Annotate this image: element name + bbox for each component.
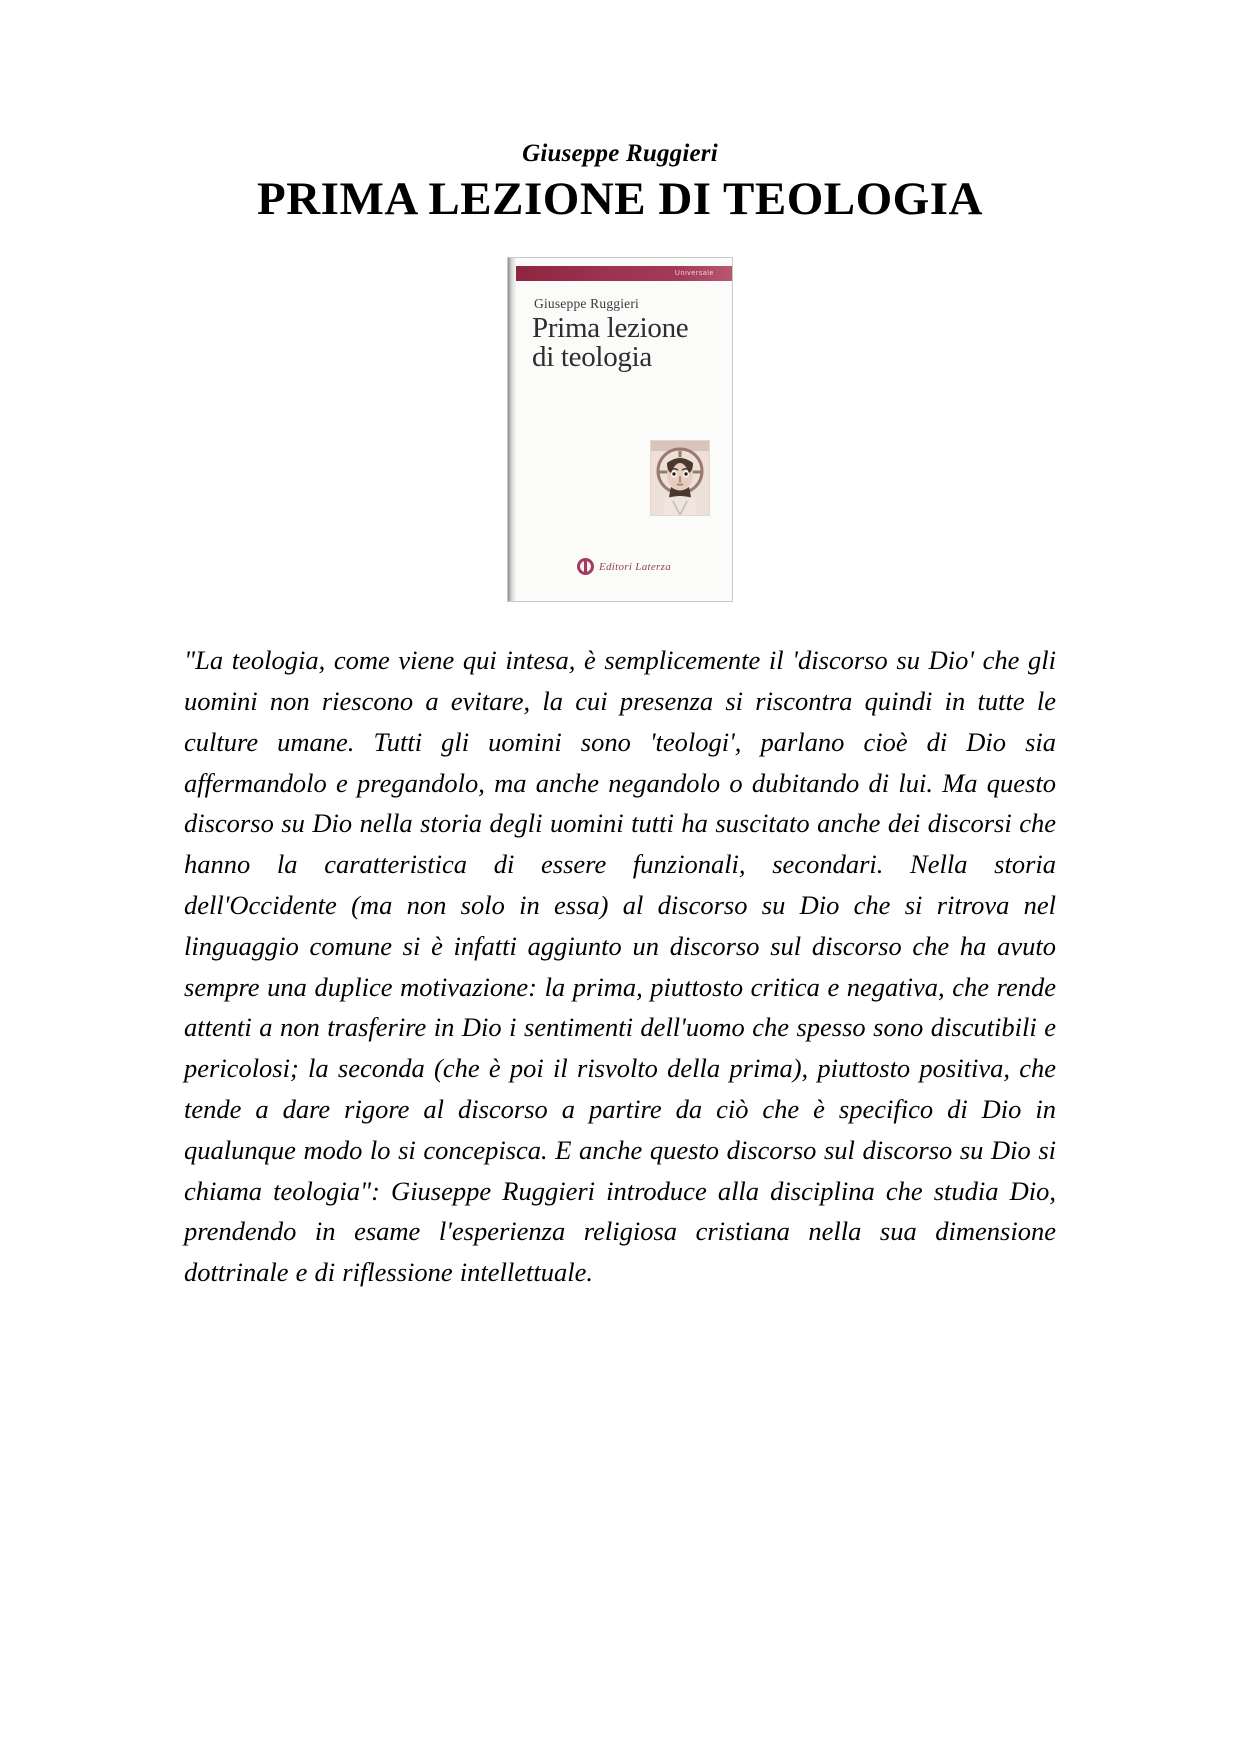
publisher-logo (516, 558, 732, 575)
cover-title-line-1: Prima lezione (532, 312, 689, 345)
book-cover-front (516, 258, 732, 601)
christ-face-fresco-icon (650, 440, 710, 516)
series-band (516, 266, 732, 281)
cover-author-name: Giuseppe Ruggieri (534, 296, 640, 312)
page-title: PRIMA LEZIONE DI TEOLOGIA (257, 172, 983, 225)
laterza-emblem-icon (577, 558, 594, 575)
cover-title-line-2: di teologia (532, 340, 652, 373)
document-header (0, 0, 1240, 225)
series-label: Universale (674, 270, 714, 278)
cover-title (532, 314, 688, 371)
book-description-quote: "La teologia, come viene qui intesa, è semplicemente il 'discorso su Dio' che gli uomini non riescono a evitare, la cui presenza si riscontra quindi in tutte le culture umane. Tutti gli uomini sono 'teologi', parlano cioè di Dio sia affermandolo e pregandolo, ma anche negandolo o dubitando di lui. Ma questo discorso su Dio nella storia degli uomini tutti ha suscitato anche dei discorsi che hanno la caratteristica di essere funzionali, secondari. Nella storia dell'Occidente (ma non solo in essa) al discorso su Dio che si ritrova nel linguaggio comune si è infatti aggiunto un discorso sul discorso che ha avuto sempre una duplice motivazione: la prima, piuttosto critica e negativa, che rende attenti a non trasferire in Dio i sentimenti dell'uomo che spesso sono discutibili e pericolosi; la seconda (che è poi il risvolto della prima), piuttosto positiva, che tende a dare rigore al discorso a partire da ciò che è specifico di Dio in qualunque modo lo si concepisca. E anche questo discorso sul discorso su Dio si chiama teologia": Giuseppe Ruggieri introduce alla disciplina che studia Dio, prendendo in esame l'esperienza religiosa cristiana nella sua dimensione dottrinale e di riflessione intellettuale. (184, 645, 1056, 1288)
author-name: Giuseppe Ruggieri (522, 140, 718, 167)
book-spine (508, 258, 516, 601)
publisher-name: Editori Laterza (598, 560, 672, 573)
book-cover-image (507, 257, 733, 602)
book-cover-container (0, 257, 1240, 602)
document-body (184, 602, 1056, 1293)
